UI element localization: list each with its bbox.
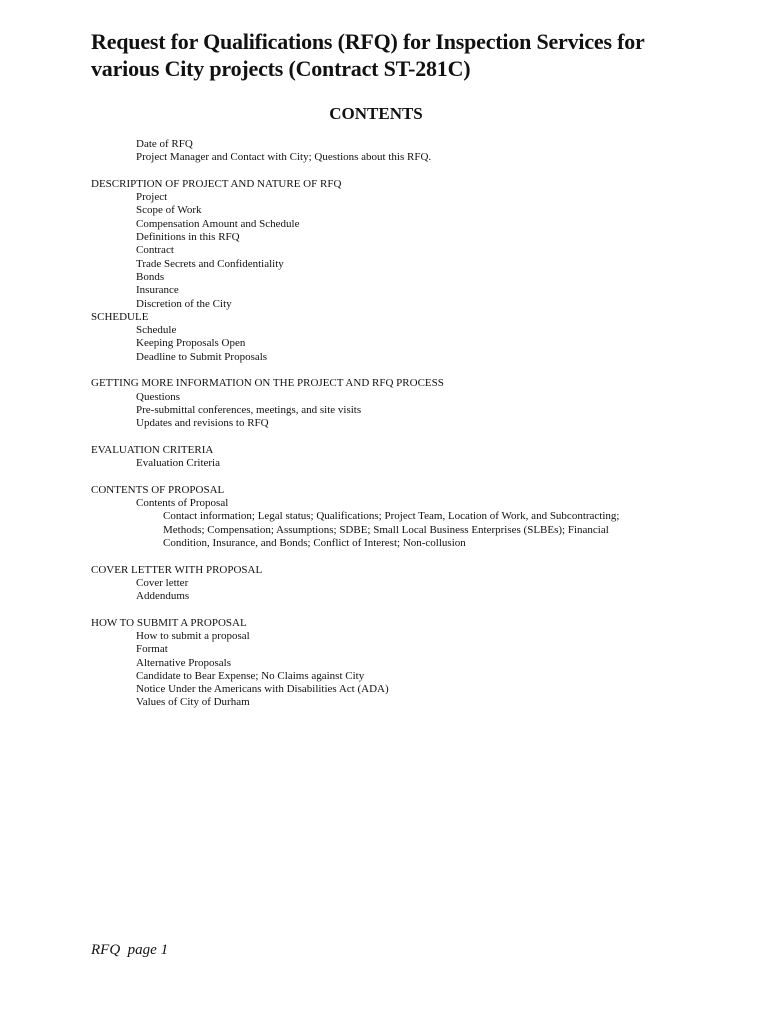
toc-section-evaluation [91, 444, 731, 471]
table-of-contents [91, 138, 731, 710]
toc-section-heading: GETTING MORE INFORMATION ON THE PROJECT AND RFQ PROCESS [91, 377, 444, 390]
contents-heading: CONTENTS [329, 104, 423, 123]
toc-item: Insurance [136, 284, 179, 297]
toc-item: Cover letter [136, 576, 189, 589]
toc-section-heading: SCHEDULE [91, 310, 149, 323]
toc-section-more-information [91, 377, 731, 430]
toc-item: Pre-submittal conferences, meetings, and site visits [136, 403, 362, 416]
toc-item: Addendums [136, 590, 190, 603]
toc-section-heading: COVER LETTER WITH PROPOSAL [91, 563, 263, 576]
toc-item: Contract [136, 244, 174, 257]
toc-preamble [91, 138, 731, 165]
toc-item: Updates and revisions to RFQ [136, 417, 269, 430]
title-line-2: various City projects (Contract ST-281C) [91, 56, 471, 81]
toc-section-heading: CONTENTS OF PROPOSAL [91, 483, 225, 496]
toc-section-description [91, 178, 731, 311]
toc-item: Evaluation Criteria [136, 457, 220, 470]
document-title [91, 28, 645, 82]
toc-item: Alternative Proposals [136, 656, 232, 669]
toc-item: Contents of Proposal [136, 497, 229, 510]
toc-section-contents-of-proposal [91, 484, 731, 550]
toc-item: Definitions in this RFQ [136, 231, 240, 244]
toc-section-heading: EVALUATION CRITERIA [91, 443, 214, 456]
title-line-1: Request for Qualifications (RFQ) for Inspection Services for [91, 29, 645, 54]
toc-item: Scope of Work [136, 204, 202, 217]
toc-item: Notice Under the Americans with Disabilities Act (ADA) [136, 683, 389, 696]
page-footer: RFQ page 1 [91, 942, 169, 958]
toc-item: Candidate to Bear Expense; No Claims against City [136, 669, 365, 682]
toc-sub-line: Contact information; Legal status; Qualifications; Project Team, Location of Work, and Subcontracting; [163, 510, 620, 523]
toc-item: Format [136, 643, 168, 656]
toc-section-how-to-submit [91, 617, 731, 710]
toc-section-heading: DESCRIPTION OF PROJECT AND NATURE OF RFQ [91, 177, 342, 190]
toc-item: Project Manager and Contact with City; Questions about this RFQ. [136, 151, 432, 164]
toc-item: How to submit a proposal [136, 629, 250, 642]
toc-item: Bonds [136, 270, 165, 283]
toc-section-cover-letter [91, 564, 731, 604]
toc-item: Date of RFQ [136, 138, 193, 150]
toc-sub-line: Methods; Compensation; Assumptions; SDBE; Small Local Business Enterprises (SLBEs); Financial [163, 523, 609, 536]
toc-item: Keeping Proposals Open [136, 337, 246, 350]
toc-item: Discretion of the City [136, 297, 232, 310]
toc-item: Deadline to Submit Proposals [136, 350, 268, 363]
toc-item: Trade Secrets and Confidentiality [136, 257, 284, 270]
toc-section-heading: HOW TO SUBMIT A PROPOSAL [91, 616, 247, 629]
toc-item: Project [136, 191, 168, 204]
toc-item: Schedule [136, 324, 177, 337]
toc-item: Questions [136, 390, 180, 403]
toc-item: Compensation Amount and Schedule [136, 217, 300, 230]
toc-item: Values of City of Durham [136, 696, 250, 709]
toc-section-schedule [91, 311, 731, 364]
toc-sub-line: Condition, Insurance, and Bonds; Conflict of Interest; Non-collusion [163, 536, 466, 549]
